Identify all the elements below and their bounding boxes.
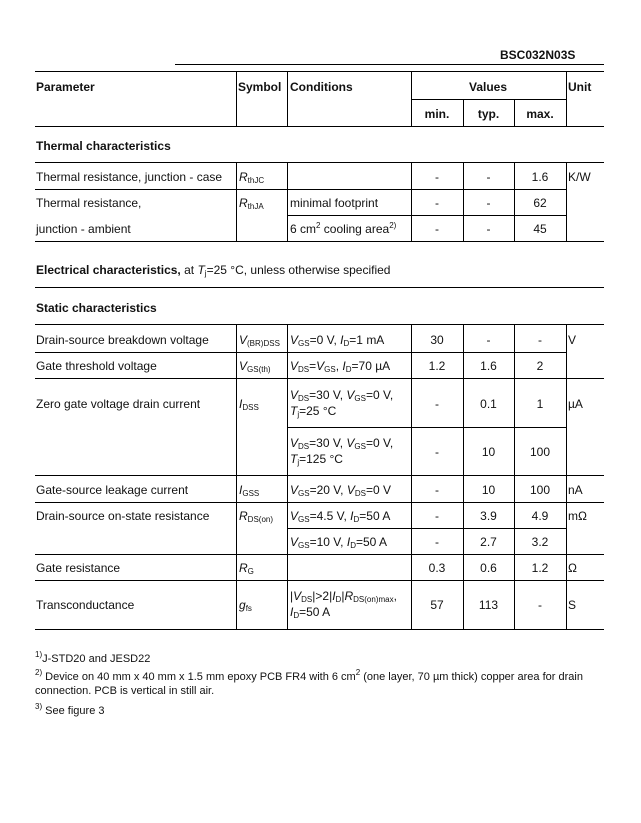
max-value: 1 (536, 397, 544, 411)
symbol-vbrdss: $V_{(BR)DSS}$ (239, 333, 280, 348)
symbol-vgsth: $V_{GS(th)}$ (239, 359, 271, 374)
min-value: 1.2 (428, 359, 446, 373)
min-value: - (435, 397, 439, 411)
min-value: - (435, 535, 439, 549)
min-value: - (435, 483, 439, 497)
unit-value: V (568, 333, 577, 347)
param-junction-ambient: junction - ambient (36, 222, 131, 236)
condition-idss-125-temp: $T_j=125$ °C (290, 452, 343, 467)
min-value: - (435, 196, 439, 210)
typ-value: 1.6 (480, 359, 497, 373)
col-conditions: Conditions (290, 80, 353, 94)
condition-gfs-id: $I_D=50$ A (290, 605, 331, 620)
typ-value: - (486, 170, 491, 184)
footnote-2: $^{2)}$ Device on 40 mm x 40 mm x 1.5 mm epoxy PCB FR4 with 6 $cm^2$ (one layer, 70 µm thick) copper area for drain connection. PCB is vertical in still air. (35, 668, 583, 697)
col-min: min. (424, 107, 450, 121)
part-number: BSC032N03S (500, 48, 576, 62)
min-value: - (435, 509, 439, 523)
typ-value: - (486, 196, 491, 210)
symbol-rdson: $R_{DS(on)}$ (239, 509, 274, 524)
condition-rdson-10: $V_{GS}=10$ V, $I_D=50$ A (290, 535, 387, 550)
max-value: 45 (533, 222, 547, 236)
condition-footprint: minimal footprint (290, 196, 379, 210)
min-value: - (435, 170, 439, 184)
condition-rdson-45: $V_{GS}=4.5$ V, $I_D=50$ A (290, 509, 391, 524)
param-rg: Gate resistance (36, 561, 121, 575)
section-electrical: Electrical characteristics, at $T_j=25$ °C, unless otherwise specified (36, 263, 391, 278)
typ-value: - (486, 222, 491, 236)
symbol-igss: $I_{GSS}$ (239, 483, 260, 498)
param-rthja: Thermal resistance, (36, 196, 142, 210)
min-value: 57 (430, 598, 444, 612)
col-unit: Unit (568, 80, 592, 94)
max-value: 3.2 (531, 535, 549, 549)
symbol-rthja: $R_{thJA}$ (239, 196, 264, 211)
unit-value: µA (568, 397, 583, 411)
section-thermal: Thermal characteristics (36, 139, 171, 153)
max-value: 100 (529, 483, 551, 497)
max-value: 2 (536, 359, 544, 373)
min-value: 0.3 (428, 561, 446, 575)
unit-value: nA (568, 483, 583, 497)
typ-value: 0.6 (480, 561, 497, 575)
max-value: 1.6 (531, 170, 549, 184)
col-max: max. (526, 107, 554, 121)
section-static: Static characteristics (36, 301, 157, 315)
typ-value: 10 (481, 445, 496, 459)
max-value: 1.2 (531, 561, 549, 575)
values-subrule (411, 99, 566, 100)
table-top-rule (35, 71, 604, 72)
max-value: 4.9 (531, 509, 549, 523)
param-vbrdss: Drain-source breakdown voltage (36, 333, 209, 347)
max-value: - (538, 333, 542, 347)
condition-gfs: $|V_{DS}|>2|I_D|R_{DS(on)max}$, (290, 589, 397, 604)
min-value: - (435, 445, 439, 459)
typ-value: 10 (481, 483, 496, 497)
condition-idss-125: $V_{DS}=30$ V, $V_{GS}=0$ V, (290, 436, 394, 451)
min-value: 30 (430, 333, 444, 347)
max-value: 100 (529, 445, 551, 459)
unit-value: S (568, 598, 577, 612)
unit-value: K/W (568, 170, 591, 184)
col-values: Values (468, 80, 508, 94)
symbol-rthjc: $R_{thJC}$ (239, 170, 265, 185)
min-value: - (435, 222, 439, 236)
condition-vgsth: $V_{DS}=V_{GS}$, $I_D=70$ µA (290, 359, 391, 374)
symbol-idss: $I_{DSS}$ (239, 397, 259, 412)
col-parameter: Parameter (36, 80, 95, 94)
param-gfs: Transconductance (36, 598, 135, 612)
typ-value: 113 (478, 598, 499, 612)
param-rdson: Drain-source on-state resistance (36, 509, 210, 523)
condition-idss-25: $V_{DS}=30$ V, $V_{GS}=0$ V, (290, 388, 394, 403)
typ-value: - (486, 333, 491, 347)
unit-value: mΩ (568, 509, 587, 523)
condition-vbrdss: $V_{GS}=0$ V, $I_D=1$ mA (290, 333, 385, 348)
symbol-gfs: $g_{fs}$ (239, 598, 252, 613)
footnote-1: $^{1)}$J-STD20 and JESD22 (35, 650, 151, 665)
unit-value: Ω (568, 561, 577, 575)
typ-value: 2.7 (480, 535, 497, 549)
header-bottom-rule (35, 126, 604, 127)
col-symbol: Symbol (238, 80, 282, 94)
param-igss: Gate-source leakage current (36, 483, 189, 497)
max-value: 62 (533, 196, 547, 210)
col-typ: typ. (477, 107, 500, 121)
condition-cooling-area: 6 $cm^2$ cooling area$^{2)}$ (290, 221, 397, 236)
footnote-3: $^{3)}$ See figure 3 (35, 702, 105, 717)
condition-idss-25-temp: $T_j=25$ °C (290, 404, 337, 419)
param-idss: Zero gate voltage drain current (36, 397, 201, 411)
max-value: - (538, 598, 542, 612)
typ-value: 0.1 (480, 397, 497, 411)
typ-value: 3.9 (480, 509, 497, 523)
param-rthjc: Thermal resistance, junction - case (36, 170, 223, 184)
header-rule (175, 64, 604, 65)
symbol-rg: $R_G$ (239, 561, 254, 576)
param-vgsth: Gate threshold voltage (36, 359, 157, 373)
condition-igss: $V_{GS}=20$ V, $V_{DS}=0$ V (290, 483, 392, 498)
